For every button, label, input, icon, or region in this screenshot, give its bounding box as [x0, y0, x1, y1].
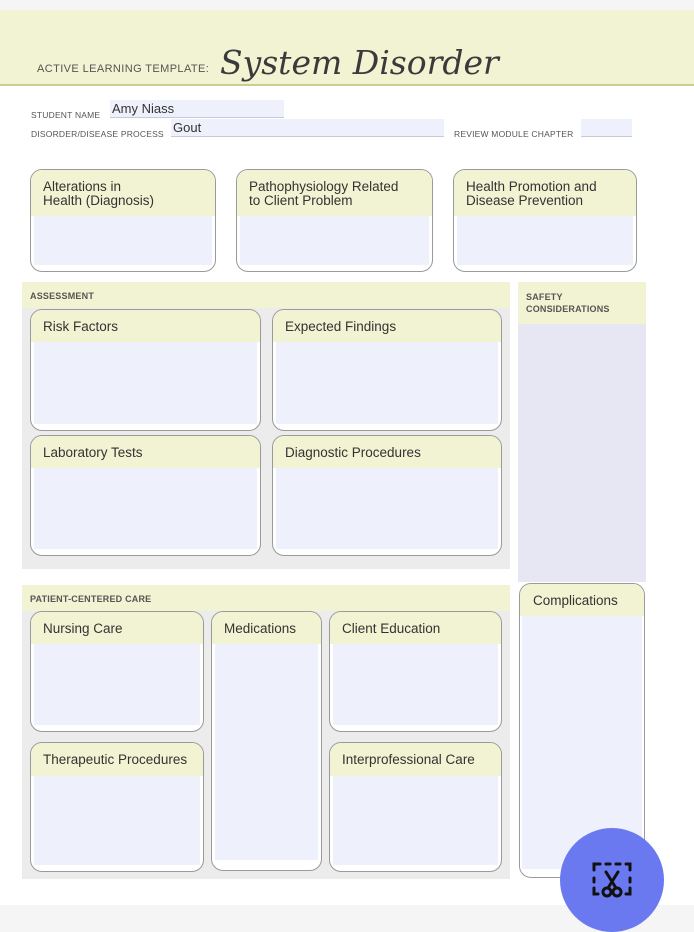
card-title: Therapeutic Procedures — [31, 743, 203, 776]
health-promotion-input-area[interactable] — [457, 216, 633, 265]
disorder-field[interactable]: Gout — [171, 119, 444, 137]
card-alterations-in-health — [30, 169, 216, 272]
template-title: System Disorder — [220, 43, 499, 82]
safety-heading: SAFETY CONSIDERATIONS — [518, 282, 646, 324]
card-title: Laboratory Tests — [31, 436, 260, 468]
card-title: Diagnostic Procedures — [273, 436, 501, 468]
card-title: Medications — [212, 612, 321, 644]
card-interprofessional-care — [329, 742, 502, 872]
student-name-label: STUDENT NAME — [31, 110, 101, 120]
card-expected-findings — [272, 309, 502, 431]
card-title: Health Promotion and Disease Prevention — [454, 170, 636, 216]
card-title: Expected Findings — [273, 310, 501, 342]
card-laboratory-tests — [30, 435, 261, 556]
template-header — [0, 10, 694, 86]
safety-panel[interactable] — [518, 282, 646, 582]
card-pathophysiology — [236, 169, 433, 272]
card-therapeutic-procedures — [30, 742, 204, 872]
therapeutic-procedures-input-area[interactable] — [34, 776, 200, 865]
template-label: ACTIVE LEARNING TEMPLATE: — [37, 63, 210, 75]
card-health-promotion — [453, 169, 637, 272]
assessment-heading: ASSESSMENT — [22, 282, 510, 308]
interprofessional-care-input-area[interactable] — [333, 776, 498, 865]
patient-centered-care-heading: PATIENT-CENTERED CARE — [22, 585, 510, 611]
card-title: Nursing Care — [31, 612, 203, 644]
card-diagnostic-procedures — [272, 435, 502, 556]
client-education-input-area[interactable] — [333, 644, 498, 725]
card-title: Pathophysiology Related to Client Problem — [237, 170, 432, 216]
expected-findings-input-area[interactable] — [276, 342, 498, 424]
student-name-field[interactable]: Amy Niass — [110, 100, 284, 118]
card-risk-factors — [30, 309, 261, 431]
card-title: Alterations in Health (Diagnosis) — [31, 170, 215, 216]
card-title: Interprofessional Care — [330, 743, 501, 776]
card-client-education — [329, 611, 502, 732]
card-title: Client Education — [330, 612, 501, 644]
card-nursing-care — [30, 611, 204, 732]
laboratory-tests-input-area[interactable] — [34, 468, 257, 549]
medications-input-area[interactable] — [215, 644, 318, 860]
review-module-field[interactable] — [581, 119, 632, 137]
nursing-care-input-area[interactable] — [34, 644, 200, 725]
screenshot-button[interactable] — [560, 828, 664, 932]
disorder-label: DISORDER/DISEASE PROCESS — [31, 129, 164, 139]
pathophysiology-input-area[interactable] — [240, 216, 429, 265]
review-module-label: REVIEW MODULE CHAPTER — [454, 129, 574, 139]
card-medications — [211, 611, 322, 871]
card-title: Risk Factors — [31, 310, 260, 342]
card-title: Complications — [520, 584, 644, 616]
diagnostic-procedures-input-area[interactable] — [276, 468, 498, 549]
alterations-input-area[interactable] — [34, 216, 212, 265]
risk-factors-input-area[interactable] — [34, 342, 257, 424]
screenshot-scissors-icon — [588, 856, 636, 904]
